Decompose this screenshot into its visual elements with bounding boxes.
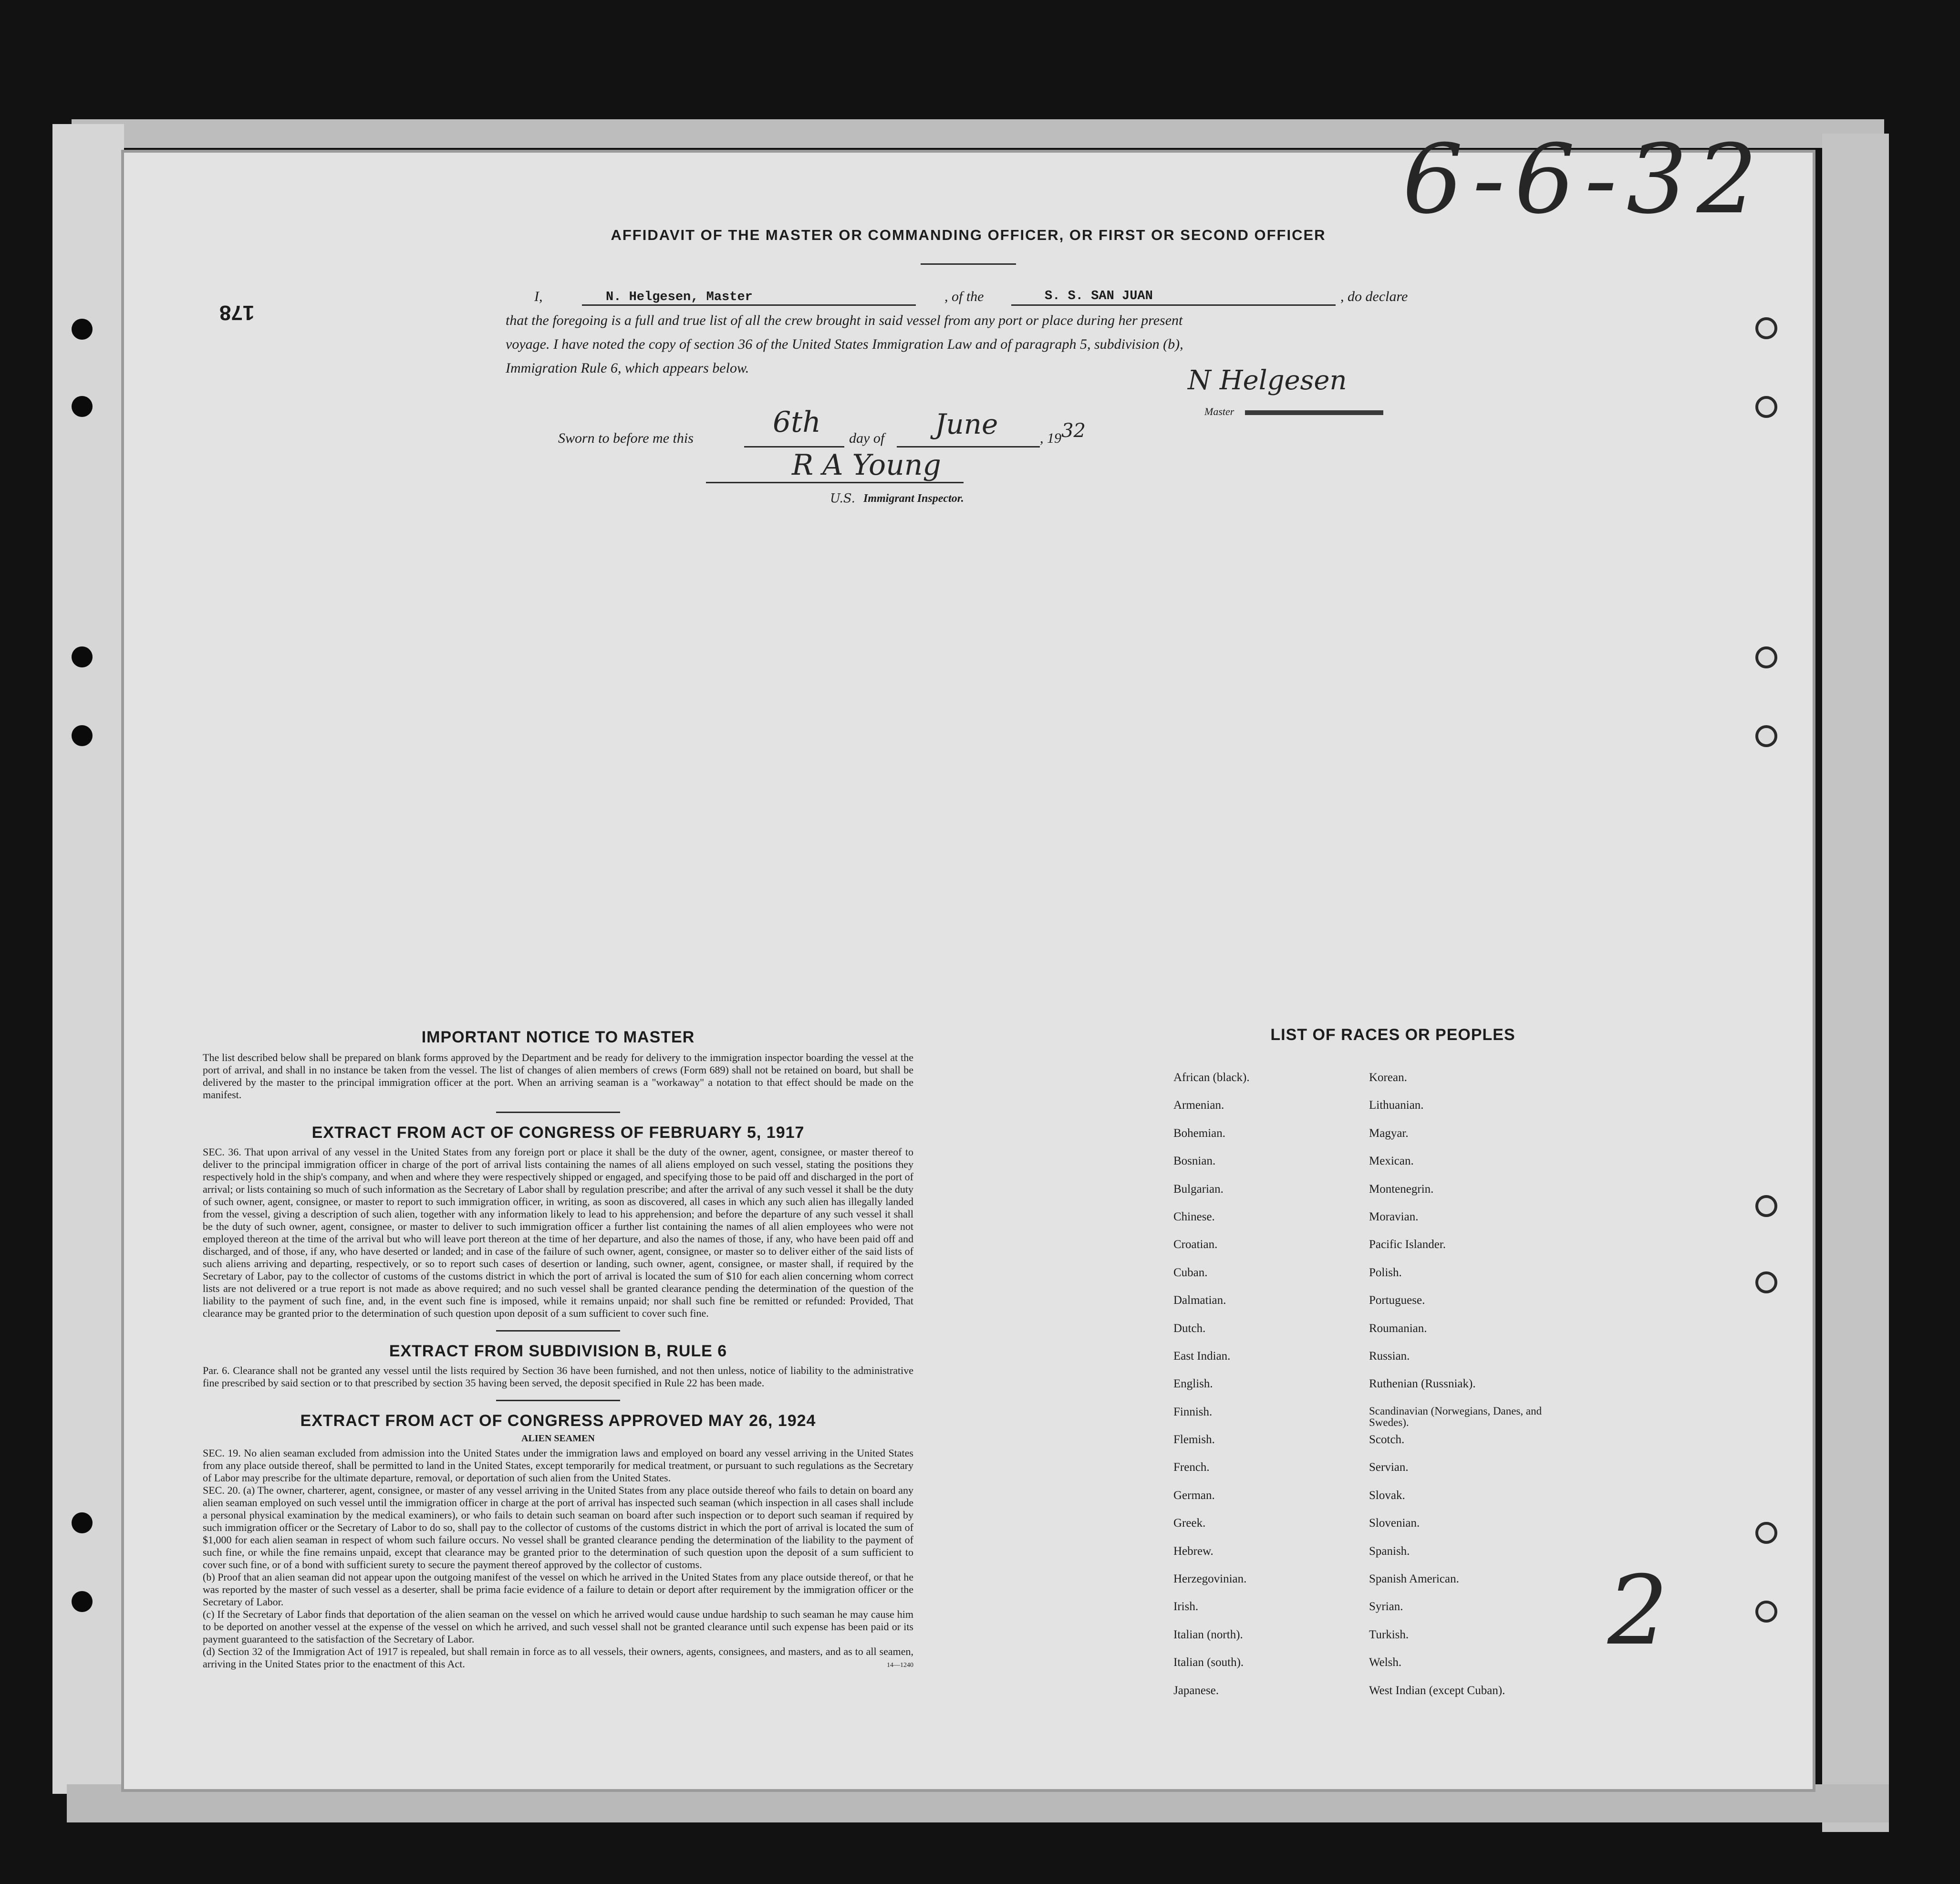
extract-1924-sec20b: (b) Proof that an alien seaman did not appear upon the outgoing manifest of the vessel on which he arrived in the United States from any place outside thereof, or that he was reported by the master of such vessel as a deserter, shall be prima facie evidence of a failure to detain or deport after requirement by the immigration officer or the Secretary of Labor. — [203, 1571, 913, 1608]
extract-rule6-title: EXTRACT FROM SUBDIVISION B, RULE 6 — [389, 1342, 727, 1360]
struck-title — [1245, 410, 1383, 415]
race-item: Spanish. — [1369, 1544, 1410, 1558]
race-item: Moravian. — [1369, 1210, 1419, 1223]
sheet-edge-bottom — [67, 1784, 1889, 1822]
race-item: Welsh. — [1369, 1656, 1402, 1669]
sworn-year: 32 — [1061, 420, 1086, 442]
sworn-label: Sworn to before me this — [558, 430, 694, 446]
sworn-month: June — [935, 408, 998, 440]
race-item: East Indian. — [1173, 1349, 1231, 1363]
race-item: Chinese. — [1173, 1210, 1215, 1223]
race-item: Slovenian. — [1369, 1517, 1420, 1530]
section-rule — [496, 1400, 620, 1401]
inspector-prefix: U.S. — [830, 491, 855, 506]
race-item: Scotch. — [1369, 1433, 1405, 1447]
race-item: Korean. — [1369, 1071, 1407, 1084]
binder-hole — [72, 396, 93, 417]
sworn-day: 6th — [773, 406, 821, 439]
master-signature: N Helgesen — [1188, 365, 1347, 396]
binder-hole — [72, 1591, 93, 1612]
affidavit-lead: I, — [534, 289, 543, 304]
race-item: Croatian. — [1173, 1238, 1218, 1251]
ring-hole — [1755, 1522, 1777, 1544]
section-rule — [496, 1330, 620, 1332]
section-rule — [496, 1112, 620, 1113]
extract-rule6-text: Par. 6. Clearance shall not be granted any vessel until the lists required by Section 36 have been furnished, and not then unless, notice of liability to the administrative fine prescribed by said section or to that prescribed by section 35 having been served, the deposit specified in Rule 22 has been made. — [203, 1364, 913, 1389]
race-item: African (black). — [1173, 1071, 1250, 1084]
extract-1917-text: SEC. 36. That upon arrival of any vessel in the United States from any foreign port or place it shall be the duty of the owner, agent, consignee, or master thereof to deliver to the principal immigration officer in charge of the port of arrival lists containing the names of all aliens employed on such vessel, stating the positions they respectively hold in the ship's company, and when and where they were respectively shipped or engaged, and specifying those to be paid off and discharged in the port of arrival; or lists containing so much of such information as the Secretary of Labor shall by regulation prescribe; and after the arrival of any such vessel it shall be the duty of such owner, agent, consignee, or master to report to such immigration officer, in writing, as soon as discovered, all cases in which any such alien has illegally landed from the vessel, giving a description of such alien, together with any information likely to lead to his apprehension; and before the departure of any such vessel it shall be the duty of such owner, agent, consignee, or master to deliver to such immigration officer a further list containing the names of all alien employees who were not employed thereon at the time of the arrival but who will leave port thereon at the time of her departure, and also the names of those, if any, who have been paid off and discharged, and of those, if any, who have deserted or landed; and in case of the failure of such owner, agent, consignee, or master so to deliver either of the said lists of such aliens arriving and departing, respectively, or so to report such cases of desertion or landing, such owner, agent, consignee, or master shall, if required by the Secretary of Labor, pay to the collector of customs of the customs district in which the port of arrival is located the sum of $10 for each alien concerning whom correct lists are not delivered or a true report is not made as above required; and no such vessel shall be granted clearance pending the determination of the question of the liability to the payment of such fine, and, in the event such fine is imposed, while it remains unpaid; nor shall such fine be remitted or refunded: Provided, That clearance may be granted prior to the determination of such question upon deposit of a sum sufficient to cover such fine. — [203, 1146, 913, 1319]
race-item: Magyar. — [1369, 1126, 1409, 1140]
race-item: Flemish. — [1173, 1433, 1215, 1447]
extract-1917-title: EXTRACT FROM ACT OF CONGRESS OF FEBRUARY 5, 1917 — [311, 1124, 805, 1142]
officer-name: N. Helgesen, Master — [606, 290, 753, 304]
affidavit-page — [124, 124, 1813, 1789]
race-item: Herzegovinian. — [1173, 1572, 1247, 1586]
race-item: Scandinavian (Norwegians, Danes, and Swedes). — [1369, 1405, 1542, 1428]
race-item: Slovak. — [1369, 1488, 1405, 1502]
race-item: French. — [1173, 1461, 1210, 1474]
race-item: Italian (south). — [1173, 1656, 1244, 1669]
year-prefix: , 19 — [1040, 430, 1061, 446]
race-item: Spanish American. — [1369, 1572, 1459, 1586]
race-item: Irish. — [1173, 1600, 1199, 1613]
vessel-line — [1011, 304, 1336, 306]
race-item: Turkish. — [1369, 1628, 1409, 1641]
race-item: Cuban. — [1173, 1266, 1208, 1279]
race-item: Finnish. — [1173, 1405, 1213, 1418]
binder-hole — [72, 319, 93, 340]
vessel-name: S. S. SAN JUAN — [1045, 289, 1153, 303]
binder-hole — [72, 725, 93, 746]
race-item: Pacific Islander. — [1369, 1238, 1446, 1251]
race-item: Dutch. — [1173, 1322, 1206, 1335]
sheet-edge-left — [52, 124, 124, 1794]
binder-hole — [72, 646, 93, 667]
race-item: Russian. — [1369, 1349, 1410, 1363]
affidavit-body-2: voyage. I have noted the copy of section 36 of the United States Immigration Law and of paragraph 5, subdivision (b), — [506, 336, 1183, 352]
day-of-label: day of — [849, 430, 885, 446]
ring-hole — [1755, 1601, 1777, 1623]
binder-hole — [72, 1512, 93, 1533]
race-item: Bulgarian. — [1173, 1182, 1224, 1196]
inspector-line — [706, 482, 964, 483]
race-item: Bohemian. — [1173, 1126, 1226, 1140]
handwritten-date: 6-6-32 — [1402, 124, 1767, 235]
ring-hole — [1755, 1195, 1777, 1217]
races-column-1 — [1173, 1071, 1355, 1712]
ring-hole — [1755, 725, 1777, 747]
race-item: Ruthenian (Russniak). — [1369, 1377, 1476, 1391]
ring-hole — [1755, 1271, 1777, 1293]
race-item: Italian (north). — [1173, 1628, 1243, 1641]
master-caption: Master — [1204, 406, 1234, 417]
race-item: Servian. — [1369, 1461, 1409, 1474]
inspector-caption: Immigrant Inspector. — [863, 492, 964, 505]
title-rule — [921, 263, 1016, 265]
sheet-edge-right — [1822, 134, 1889, 1832]
extract-1924-sec20d: (d) Section 32 of the Immigration Act of 1917 is repealed, but shall remain in force as to all vessels, their owners, agents, consignees, and masters, and as to all seamen, arriving in the United States prior to the enactment of this Act. — [203, 1645, 913, 1670]
form-number: 14—1240 — [887, 1662, 913, 1669]
ring-hole — [1755, 317, 1777, 339]
race-item: Montenegrin. — [1369, 1182, 1434, 1196]
notice-text: The list described below shall be prepared on blank forms approved by the Department and be ready for delivery to the immigration inspector boarding the vessel at the port of arrival, and shall in no instance be taken from the vessel. The list of changes of alien members of crews (Form 689) shall not be retained on board, but shall be delivered by the master to the principal immigration officer at the port. When an arriving seaman is a "workaway" a notation to that effect should be made on the manifest. — [203, 1051, 913, 1101]
races-title: LIST OF RACES OR PEOPLES — [1270, 1026, 1515, 1044]
margin-mark: 2 — [1607, 1555, 1669, 1666]
do-declare-label: , do declare — [1340, 289, 1408, 304]
legal-column — [203, 1028, 913, 1669]
notice-title: IMPORTANT NOTICE TO MASTER — [421, 1028, 695, 1046]
inspector-signature: R A Young — [792, 448, 941, 482]
race-item: Portuguese. — [1369, 1294, 1425, 1307]
race-item: Hebrew. — [1173, 1544, 1213, 1558]
race-item: Mexican. — [1369, 1155, 1414, 1168]
affidavit-body-3: Immigration Rule 6, which appears below. — [506, 360, 749, 376]
extract-1924-title: EXTRACT FROM ACT OF CONGRESS APPROVED MAY 26, 1924 — [300, 1412, 816, 1430]
race-item: Lithuanian. — [1369, 1099, 1424, 1112]
race-item: Roumanian. — [1369, 1322, 1427, 1335]
officer-name-line — [582, 304, 916, 306]
month-line — [897, 446, 1040, 448]
affidavit-body-1: that the foregoing is a full and true list of all the crew brought in said vessel from any port or place during her present — [506, 312, 1183, 328]
race-item: German. — [1173, 1488, 1215, 1502]
affidavit-title: AFFIDAVIT OF THE MASTER OR COMMANDING OFFICER, OR FIRST OR SECOND OFFICER — [611, 227, 1326, 243]
race-item: Japanese. — [1173, 1684, 1219, 1697]
race-item: English. — [1173, 1377, 1213, 1391]
page-number: 178 — [219, 301, 255, 324]
day-line — [744, 446, 844, 448]
race-item: Greek. — [1173, 1517, 1206, 1530]
extract-1924-sec20: SEC. 20. (a) The owner, charterer, agent, consignee, or master of any vessel arriving in the United States from any place outside thereof who fails to detain on board any alien seaman employed on such vessel until the immigration officer in charge at the port of arrival has inspected such seaman (which inspection in all cases shall include a personal physical examination by the medical examiners), or who fails to detain such seaman on board after such inspection or to deport such seaman if required by such immigration officer or the Secretary of Labor to do so, shall pay to the collector of customs of the customs district in which the port of arrival is located the sum of $1,000 for each alien seaman in respect of whom such failure occurs. No vessel shall be granted clearance pending the determination of the liability to the payment of such fine, or while the fine remains unpaid, except that clearance may be granted prior to the determination of such question upon the deposit of a sum sufficient to cover such fine, or of a bond with sufficient surety to secure the payment thereof approved by the collector of customs. — [203, 1484, 913, 1571]
extract-1924-sec19: SEC. 19. No alien seaman excluded from admission into the United States under the immigration laws and employed on board any vessel arriving in the United States from any place outside thereof, shall be permitted to land in the United States, except temporarily for medical treatment, or pursuant to such regulations as the Secretary of Labor may prescribe for the ultimate departure, removal, or deportation of such alien from the United States. — [203, 1447, 913, 1484]
ring-hole — [1755, 646, 1777, 668]
race-item: Dalmatian. — [1173, 1294, 1226, 1307]
extract-1924-sec20c: (c) If the Secretary of Labor finds that deportation of the alien seaman on the vessel on which he arrived would cause undue hardship to such seaman he may cause him to be deported on another vessel at the expense of the vessel on which he arrived, and such vessel shall not be granted clearance until such expense has been paid or its payment guaranteed to the satisfaction of the Secretary of Labor. — [203, 1608, 913, 1645]
of-the-label: , of the — [944, 289, 984, 304]
races-column-2 — [1369, 1071, 1569, 1712]
extract-1924-subtitle: ALIEN SEAMEN — [521, 1433, 595, 1444]
race-item: West Indian (except Cuban). — [1369, 1684, 1505, 1697]
race-item: Polish. — [1369, 1266, 1402, 1279]
race-item: Armenian. — [1173, 1099, 1224, 1112]
race-item: Syrian. — [1369, 1600, 1403, 1613]
ring-hole — [1755, 396, 1777, 418]
race-item: Bosnian. — [1173, 1155, 1216, 1168]
